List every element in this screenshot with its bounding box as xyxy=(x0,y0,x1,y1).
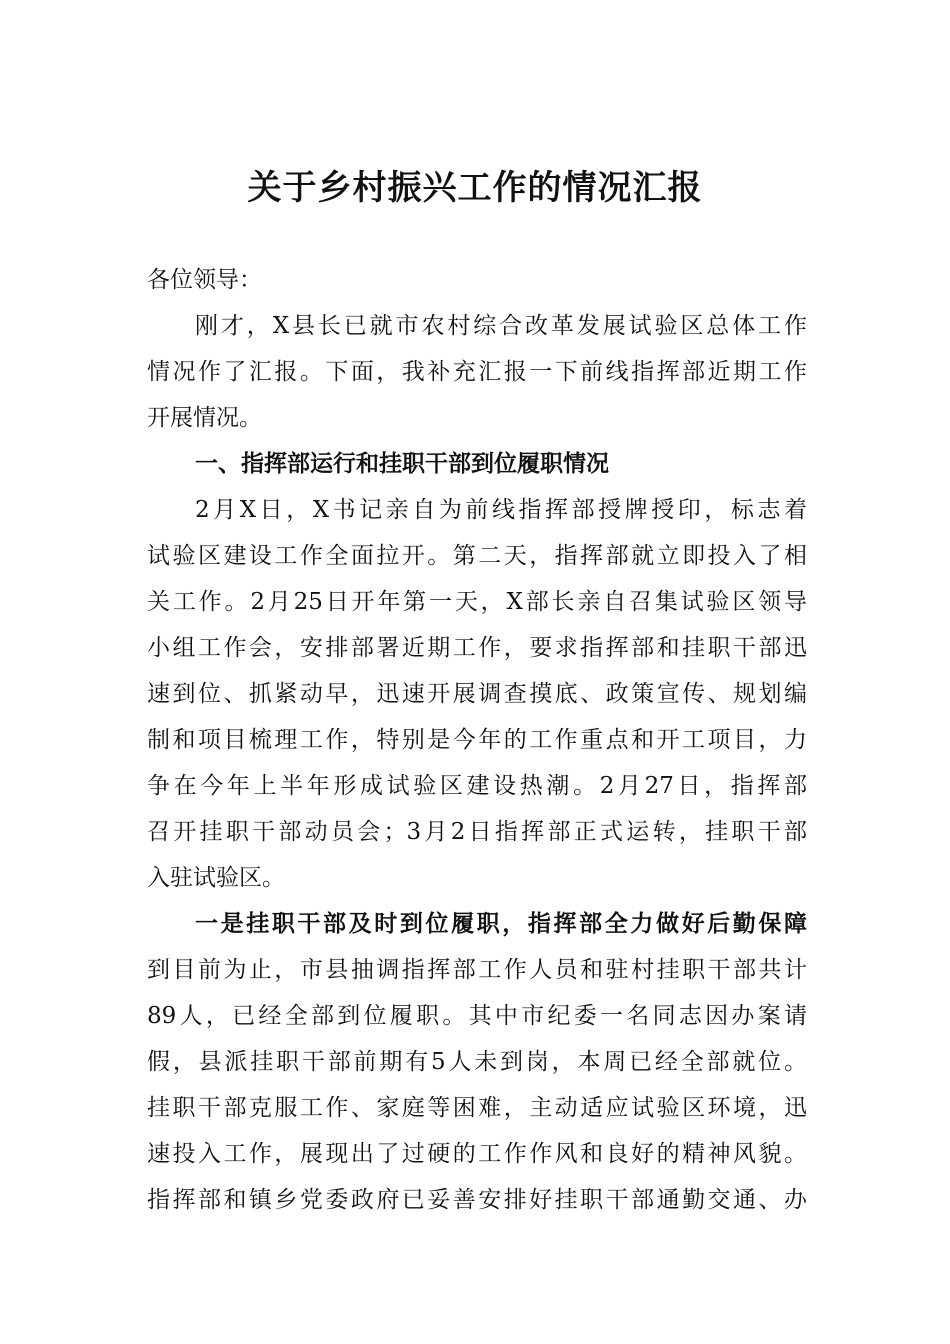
salutation: 各位领导： xyxy=(147,267,262,293)
paragraph-line: 到目前为止，市县抽调指挥部工作人员和驻村挂职干部共计 xyxy=(147,957,807,983)
paragraph-line: 2月X日，X书记亲自为前线指挥部授牌授印，标志着 xyxy=(195,497,807,523)
paragraph-line: 关工作。2月25日开年第一天，X部长亲自召集试验区领导 xyxy=(147,589,807,615)
document-title: 关于乡村振兴工作的情况汇报 xyxy=(247,168,703,208)
section-heading: 一、指挥部运行和挂职干部到位履职情况 xyxy=(195,451,609,477)
paragraph-line: 试验区建设工作全面拉开。第二天，指挥部就立即投入了相 xyxy=(147,543,807,569)
paragraph-line: 争在今年上半年形成试验区建设热潮。2月27日，指挥部 xyxy=(147,773,807,799)
paragraph-line: 速到位、抓紧动早，迅速开展调查摸底、政策宣传、规划编 xyxy=(147,681,807,707)
subheading: 一是挂职干部及时到位履职，指挥部全力做好后勤保障 xyxy=(195,910,807,937)
intro-line: 情况作了汇报。下面，我补充汇报一下前线指挥部近期工作 xyxy=(147,359,807,385)
paragraph-line: 制和项目梳理工作，特别是今年的工作重点和开工项目，力 xyxy=(147,727,807,753)
paragraph-line: 入驻试验区。 xyxy=(147,865,285,891)
paragraph-line: 89人，已经全部到位履职。其中市纪委一名同志因办案请 xyxy=(147,1003,807,1029)
intro-line: 开展情况。 xyxy=(147,405,262,431)
paragraph-line: 指挥部和镇乡党委政府已妥善安排好挂职干部通勤交通、办 xyxy=(147,1187,807,1213)
paragraph-line: 小组工作会，安排部署近期工作，要求指挥部和挂职干部迅 xyxy=(147,635,807,661)
paragraph-line: 速投入工作，展现出了过硬的工作作风和良好的精神风貌。 xyxy=(147,1141,807,1167)
paragraph-line: 挂职干部克服工作、家庭等困难，主动适应试验区环境，迅 xyxy=(147,1095,807,1121)
paragraph-line: 召开挂职干部动员会；3月2日指挥部正式运转，挂职干部 xyxy=(147,819,807,845)
paragraph-line: 假，县派挂职干部前期有5人未到岗，本周已经全部就位。 xyxy=(147,1049,807,1075)
intro-line: 刚才，X县长已就市农村综合改革发展试验区总体工作 xyxy=(195,313,807,339)
